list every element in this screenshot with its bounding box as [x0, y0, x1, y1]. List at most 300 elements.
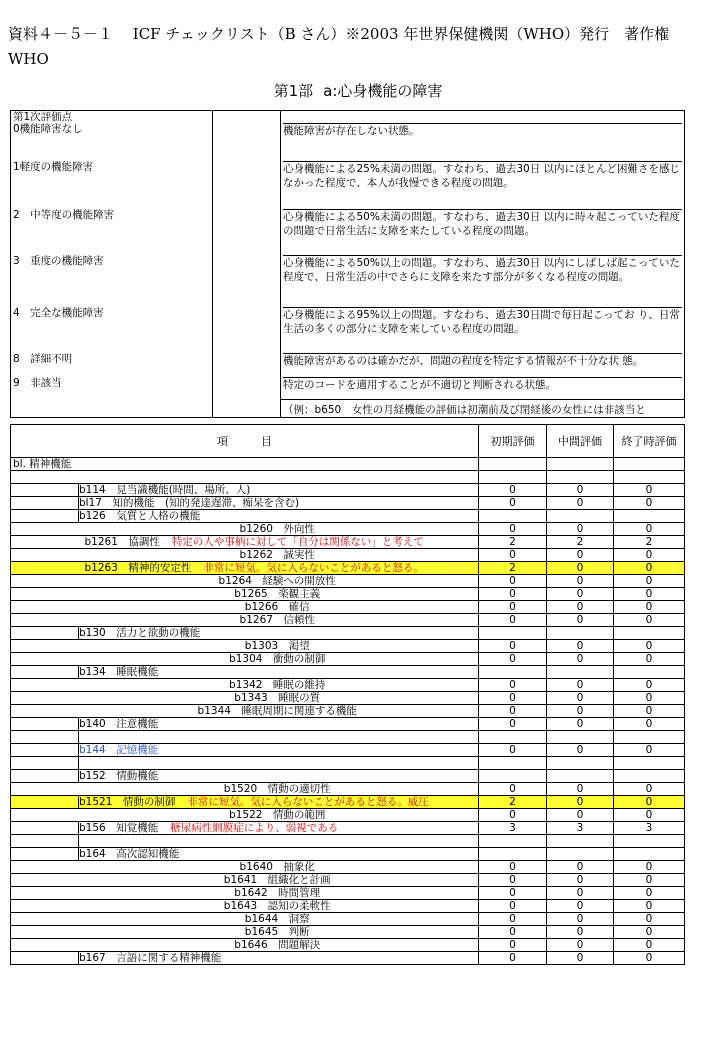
legend-heading: 第1次評価点 [11, 111, 213, 124]
final-value: 0 [614, 653, 685, 666]
item-label: b1263 精神的安定性 [84, 562, 192, 574]
item-label: b1640 抽象化 [239, 861, 315, 873]
initial-value: 0 [479, 588, 547, 601]
item-label: b1645 判断 [244, 926, 310, 938]
empty-cell [11, 770, 79, 783]
item-label: b1303 渇望 [244, 640, 310, 652]
empty-cell [614, 458, 685, 471]
item-label: b164 高次認知機能 [79, 848, 180, 860]
empty-cell [11, 562, 79, 575]
item-note: 特定の人や事柄に対して「自分は関係ない」と考えて [171, 536, 424, 548]
final-value: 0 [614, 783, 685, 796]
initial-value: 0 [479, 523, 547, 536]
item-cell [79, 822, 479, 835]
table-row [11, 744, 685, 757]
initial-value: 2 [479, 536, 547, 549]
document-header [8, 22, 700, 72]
legend-spacer [213, 255, 281, 307]
initial-value: 0 [479, 887, 547, 900]
item-cell [79, 887, 479, 900]
legend-description-text: 機能障害があるのは確かだが、問題の程度を特定する情報が不十分な状 態。 [283, 353, 682, 368]
table-row [11, 575, 685, 588]
table-row [11, 705, 685, 718]
table-row [11, 783, 685, 796]
final-value: 0 [614, 874, 685, 887]
middle-value: 0 [547, 653, 614, 666]
empty-cell [547, 731, 614, 744]
final-value: 0 [614, 705, 685, 718]
legend-spacer [213, 353, 281, 377]
middle-value: 0 [547, 575, 614, 588]
item-label: b1264 経験への開放性 [218, 575, 336, 587]
initial-value: 0 [479, 705, 547, 718]
section-name: a:心身機能の障害 [323, 82, 443, 100]
empty-cell [479, 471, 547, 484]
empty-cell [11, 614, 79, 627]
empty-cell [11, 679, 79, 692]
final-value: 0 [614, 913, 685, 926]
table-row [11, 588, 685, 601]
empty-cell [614, 471, 685, 484]
final-value: 0 [614, 796, 685, 809]
legend-spacer [213, 377, 281, 399]
item-label: b144 記憶機能 [79, 744, 159, 756]
item-cell [79, 653, 479, 666]
empty-cell [479, 757, 547, 770]
item-label: b1520 情動の適切性 [223, 783, 331, 795]
item-cell [79, 536, 479, 549]
legend-label: 4 完全な機能障害 [11, 307, 213, 353]
item-cell [79, 614, 479, 627]
item-label: b1521 情動の制御 [79, 796, 176, 808]
legend-description [281, 161, 685, 209]
empty-cell [11, 744, 79, 757]
item-label: b1266 確信 [244, 601, 310, 613]
item-cell [79, 549, 479, 562]
table-row [11, 926, 685, 939]
middle-value: 0 [547, 601, 614, 614]
item-cell [79, 601, 479, 614]
final-value: 0 [614, 692, 685, 705]
table-row [11, 822, 685, 835]
item-label: b130 活力と欲動の機能 [79, 627, 201, 639]
initial-value: 0 [479, 913, 547, 926]
item-cell [79, 575, 479, 588]
middle-value: 0 [547, 939, 614, 952]
initial-value: 0 [479, 549, 547, 562]
legend-label: 1軽度の機能障害 [11, 161, 213, 209]
legend-spacer [213, 307, 281, 353]
legend-description [281, 377, 685, 399]
initial-value: 2 [479, 562, 547, 575]
legend-row [11, 123, 685, 161]
empty-cell [11, 952, 79, 965]
empty-cell [11, 900, 79, 913]
middle-value: 0 [547, 783, 614, 796]
middle-value: 0 [547, 900, 614, 913]
legend-label: 8 詳細不明 [11, 353, 213, 377]
item-label: b1343 睡眠の質 [234, 692, 321, 704]
table-row [11, 887, 685, 900]
item-label: b1261 協調性 [84, 536, 160, 548]
legend-label: 0機能障害なし [11, 123, 213, 161]
rating-legend-table [10, 110, 685, 418]
item-cell [79, 666, 479, 679]
item-cell [79, 705, 479, 718]
empty-cell [11, 926, 79, 939]
item-cell [79, 679, 479, 692]
item-label: b1304 衝動の制御 [229, 653, 326, 665]
empty-cell [11, 731, 79, 744]
initial-value: 0 [479, 484, 547, 497]
empty-cell [79, 731, 479, 744]
middle-value [547, 770, 614, 783]
middle-value: 0 [547, 913, 614, 926]
middle-value: 2 [547, 536, 614, 549]
item-label: b1642 時間管理 [234, 887, 321, 899]
item-cell [79, 809, 479, 822]
empty-cell [547, 458, 614, 471]
item-note: 糖尿病性網膜症により、弱視である [170, 822, 339, 834]
empty-cell [11, 822, 79, 835]
final-value: 0 [614, 575, 685, 588]
middle-value [547, 510, 614, 523]
middle-value: 0 [547, 679, 614, 692]
column-header-middle: 中間評価 [547, 425, 614, 458]
column-header-initial: 初期評価 [479, 425, 547, 458]
item-label: b152 情動機能 [79, 770, 159, 782]
item-label: b1641 組織化と計画 [223, 874, 331, 886]
initial-value: 0 [479, 861, 547, 874]
table-row [11, 614, 685, 627]
item-cell [79, 848, 479, 861]
table-row [11, 692, 685, 705]
item-label: b1344 睡眠周期に関連する機能 [197, 705, 357, 717]
empty-cell [11, 497, 79, 510]
empty-cell [11, 549, 79, 562]
middle-value: 0 [547, 718, 614, 731]
final-value: 0 [614, 549, 685, 562]
table-row [11, 484, 685, 497]
legend-example: （例：b650 女性の月経機能の評価は初潮前及び閉経後の女性には非該当と [281, 399, 685, 418]
table-row [11, 796, 685, 809]
item-cell [79, 510, 479, 523]
legend-heading-row [11, 111, 685, 124]
initial-value: 0 [479, 809, 547, 822]
legend-description [281, 209, 685, 255]
legend-description-text: 心身機能による50%未満の問題。すなわち、過去30日 以内に時々起こっていた程度の問題で日常生活に支障を来たしている程度の問題。 [283, 209, 682, 238]
empty-cell [11, 848, 79, 861]
blank-row [11, 731, 685, 744]
blank-row [11, 835, 685, 848]
legend-example-row [11, 399, 685, 418]
table-row [11, 939, 685, 952]
final-value: 3 [614, 822, 685, 835]
header-line-2: WHO [8, 50, 49, 68]
final-value: 0 [614, 679, 685, 692]
column-header-item: 項 目 [11, 425, 479, 458]
middle-value: 0 [547, 523, 614, 536]
initial-value: 0 [479, 653, 547, 666]
empty-cell [547, 835, 614, 848]
middle-value [547, 666, 614, 679]
empty-cell [11, 757, 79, 770]
legend-description-text: 心身機能による95%以上の問題。すなわち、過去30日間で毎日起こってお り、日常生活の多くの部分に支障を来している程度の問題。 [283, 307, 682, 336]
section-part: 第1部 [273, 82, 314, 100]
table-row [11, 900, 685, 913]
middle-value: 0 [547, 744, 614, 757]
item-label: bl17 知的機能 (知的発達遅滞、痴呆を含む) [79, 497, 300, 509]
empty-cell [11, 874, 79, 887]
initial-value: 0 [479, 679, 547, 692]
empty-cell [11, 887, 79, 900]
initial-value: 2 [479, 796, 547, 809]
item-label: b1262 誠実性 [239, 549, 315, 561]
item-label: b1265 楽観主義 [234, 588, 321, 600]
initial-value: 0 [479, 783, 547, 796]
item-cell [79, 523, 479, 536]
empty-cell [11, 692, 79, 705]
middle-value: 0 [547, 614, 614, 627]
middle-value: 0 [547, 952, 614, 965]
empty-cell [11, 640, 79, 653]
table-row [11, 874, 685, 887]
middle-value: 0 [547, 692, 614, 705]
empty-cell [479, 731, 547, 744]
empty-cell [11, 705, 79, 718]
final-value: 0 [614, 861, 685, 874]
legend-spacer [213, 399, 281, 418]
item-label: b140 注意機能 [79, 718, 159, 730]
item-label: b114 見当識機能(時間、場所、人) [79, 484, 251, 496]
item-cell [79, 783, 479, 796]
empty-cell [11, 484, 79, 497]
legend-description-text: 特定のコードを適用することが不適切と判断される状態。 [283, 377, 682, 392]
legend-spacer [11, 399, 213, 418]
legend-spacer [213, 209, 281, 255]
initial-value: 0 [479, 900, 547, 913]
initial-value: 0 [479, 874, 547, 887]
final-value: 0 [614, 523, 685, 536]
legend-label: 3 重度の機能障害 [11, 255, 213, 307]
final-value: 0 [614, 601, 685, 614]
middle-value: 0 [547, 588, 614, 601]
table-row [11, 627, 685, 640]
item-label: b1643 認知の柔軟性 [223, 900, 331, 912]
middle-value: 0 [547, 809, 614, 822]
table-row [11, 601, 685, 614]
empty-cell [11, 601, 79, 614]
final-value: 0 [614, 497, 685, 510]
legend-row [11, 161, 685, 209]
item-cell [79, 497, 479, 510]
table-row [11, 523, 685, 536]
blank-row [11, 757, 685, 770]
item-label: b1644 洞察 [244, 913, 310, 925]
final-value [614, 510, 685, 523]
middle-value: 0 [547, 796, 614, 809]
initial-value: 0 [479, 718, 547, 731]
middle-value: 0 [547, 926, 614, 939]
table-row [11, 536, 685, 549]
table-row [11, 913, 685, 926]
empty-cell [11, 913, 79, 926]
empty-cell [11, 835, 79, 848]
table-row [11, 770, 685, 783]
middle-value: 3 [547, 822, 614, 835]
final-value [614, 666, 685, 679]
legend-spacer [213, 123, 281, 161]
item-label: b1267 信頼性 [239, 614, 315, 626]
item-cell [79, 770, 479, 783]
item-label: b126 気質と人格の機能 [79, 510, 201, 522]
legend-row [11, 209, 685, 255]
empty-cell [614, 835, 685, 848]
item-cell [79, 627, 479, 640]
final-value: 0 [614, 926, 685, 939]
final-value [614, 848, 685, 861]
legend-description [281, 353, 685, 377]
legend-description-text: 心身機能による50%以上の問題。すなわち、過去30日 以内にしばしば起こっていた程度で、日常生活の中でさらに支障を来たす部分が多くなる程度の問題。 [283, 255, 682, 284]
final-value: 0 [614, 484, 685, 497]
initial-value: 0 [479, 575, 547, 588]
empty-cell [11, 523, 79, 536]
item-cell [79, 913, 479, 926]
final-value: 0 [614, 614, 685, 627]
table-row [11, 562, 685, 575]
empty-cell [547, 757, 614, 770]
item-cell [79, 718, 479, 731]
item-cell [79, 562, 479, 575]
table-row [11, 718, 685, 731]
legend-description [281, 307, 685, 353]
middle-value: 0 [547, 484, 614, 497]
table-row [11, 549, 685, 562]
item-cell [79, 900, 479, 913]
item-label: b1342 睡眠の維持 [229, 679, 326, 691]
legend-row [11, 307, 685, 353]
item-cell [79, 926, 479, 939]
item-note: 非常に短気。気に入らないことがあると怒る。 [203, 562, 424, 574]
legend-description-text: 機能障害が存在しない状態。 [283, 123, 682, 138]
initial-value: 0 [479, 692, 547, 705]
legend-spacer [213, 161, 281, 209]
table-row [11, 861, 685, 874]
final-value: 0 [614, 939, 685, 952]
initial-value: 0 [479, 926, 547, 939]
empty-cell [11, 861, 79, 874]
legend-spacer [213, 111, 281, 124]
item-cell [79, 952, 479, 965]
legend-label: 9 非該当 [11, 377, 213, 399]
item-cell [79, 640, 479, 653]
initial-value: 0 [479, 952, 547, 965]
empty-cell [11, 939, 79, 952]
item-label: b1646 問題解決 [234, 939, 321, 951]
item-cell [79, 874, 479, 887]
final-value [614, 627, 685, 640]
empty-cell [11, 809, 79, 822]
table-row [11, 666, 685, 679]
table-row [11, 653, 685, 666]
initial-value: 0 [479, 939, 547, 952]
initial-value [479, 770, 547, 783]
category-label: bl. 精神機能 [11, 458, 479, 471]
final-value: 0 [614, 887, 685, 900]
legend-spacer [281, 111, 685, 124]
final-value: 0 [614, 744, 685, 757]
empty-cell [11, 575, 79, 588]
initial-value: 0 [479, 614, 547, 627]
legend-row [11, 377, 685, 399]
empty-cell [11, 627, 79, 640]
empty-cell [614, 731, 685, 744]
initial-value [479, 627, 547, 640]
item-cell [79, 692, 479, 705]
item-cell [79, 484, 479, 497]
item-label: b167 言語に関する精神機能 [79, 952, 222, 964]
final-value: 0 [614, 809, 685, 822]
legend-row [11, 255, 685, 307]
final-value: 0 [614, 900, 685, 913]
item-label: b156 知覚機能 [79, 822, 159, 834]
empty-cell [11, 653, 79, 666]
empty-cell [11, 718, 79, 731]
initial-value [479, 510, 547, 523]
empty-cell [11, 471, 479, 484]
empty-cell [479, 835, 547, 848]
item-cell [79, 744, 479, 757]
final-value: 0 [614, 588, 685, 601]
empty-cell [11, 588, 79, 601]
legend-description-text: 心身機能による25%未満の問題。すなわち、過去30日 以内にほとんど困難さを感じなかった程度で、本人が我慢できる程度の問題。 [283, 163, 681, 189]
final-value: 0 [614, 718, 685, 731]
item-cell [79, 588, 479, 601]
initial-value: 0 [479, 497, 547, 510]
section-title [0, 80, 706, 101]
middle-value: 0 [547, 497, 614, 510]
empty-cell [11, 666, 79, 679]
table-row [11, 809, 685, 822]
empty-cell [11, 796, 79, 809]
final-value [614, 770, 685, 783]
item-label: b1522 情動の範囲 [229, 809, 326, 821]
initial-value [479, 848, 547, 861]
item-label: b134 睡眠機能 [79, 666, 159, 678]
middle-value: 0 [547, 887, 614, 900]
legend-label: 2 中等度の機能障害 [11, 209, 213, 255]
item-note: 非常に短気。気に入らないことがあると怒る。威圧 [187, 796, 429, 808]
final-value: 0 [614, 562, 685, 575]
table-row [11, 497, 685, 510]
legend-description [281, 255, 685, 307]
middle-value: 0 [547, 874, 614, 887]
table-row [11, 510, 685, 523]
initial-value: 0 [479, 744, 547, 757]
legend-description [281, 123, 685, 161]
middle-value [547, 627, 614, 640]
empty-cell [547, 471, 614, 484]
empty-cell [614, 757, 685, 770]
middle-value: 0 [547, 705, 614, 718]
table-header-row [11, 425, 685, 458]
blank-row [11, 471, 685, 484]
middle-value: 0 [547, 562, 614, 575]
final-value: 0 [614, 640, 685, 653]
empty-cell [479, 458, 547, 471]
empty-cell [11, 783, 79, 796]
table-row [11, 952, 685, 965]
